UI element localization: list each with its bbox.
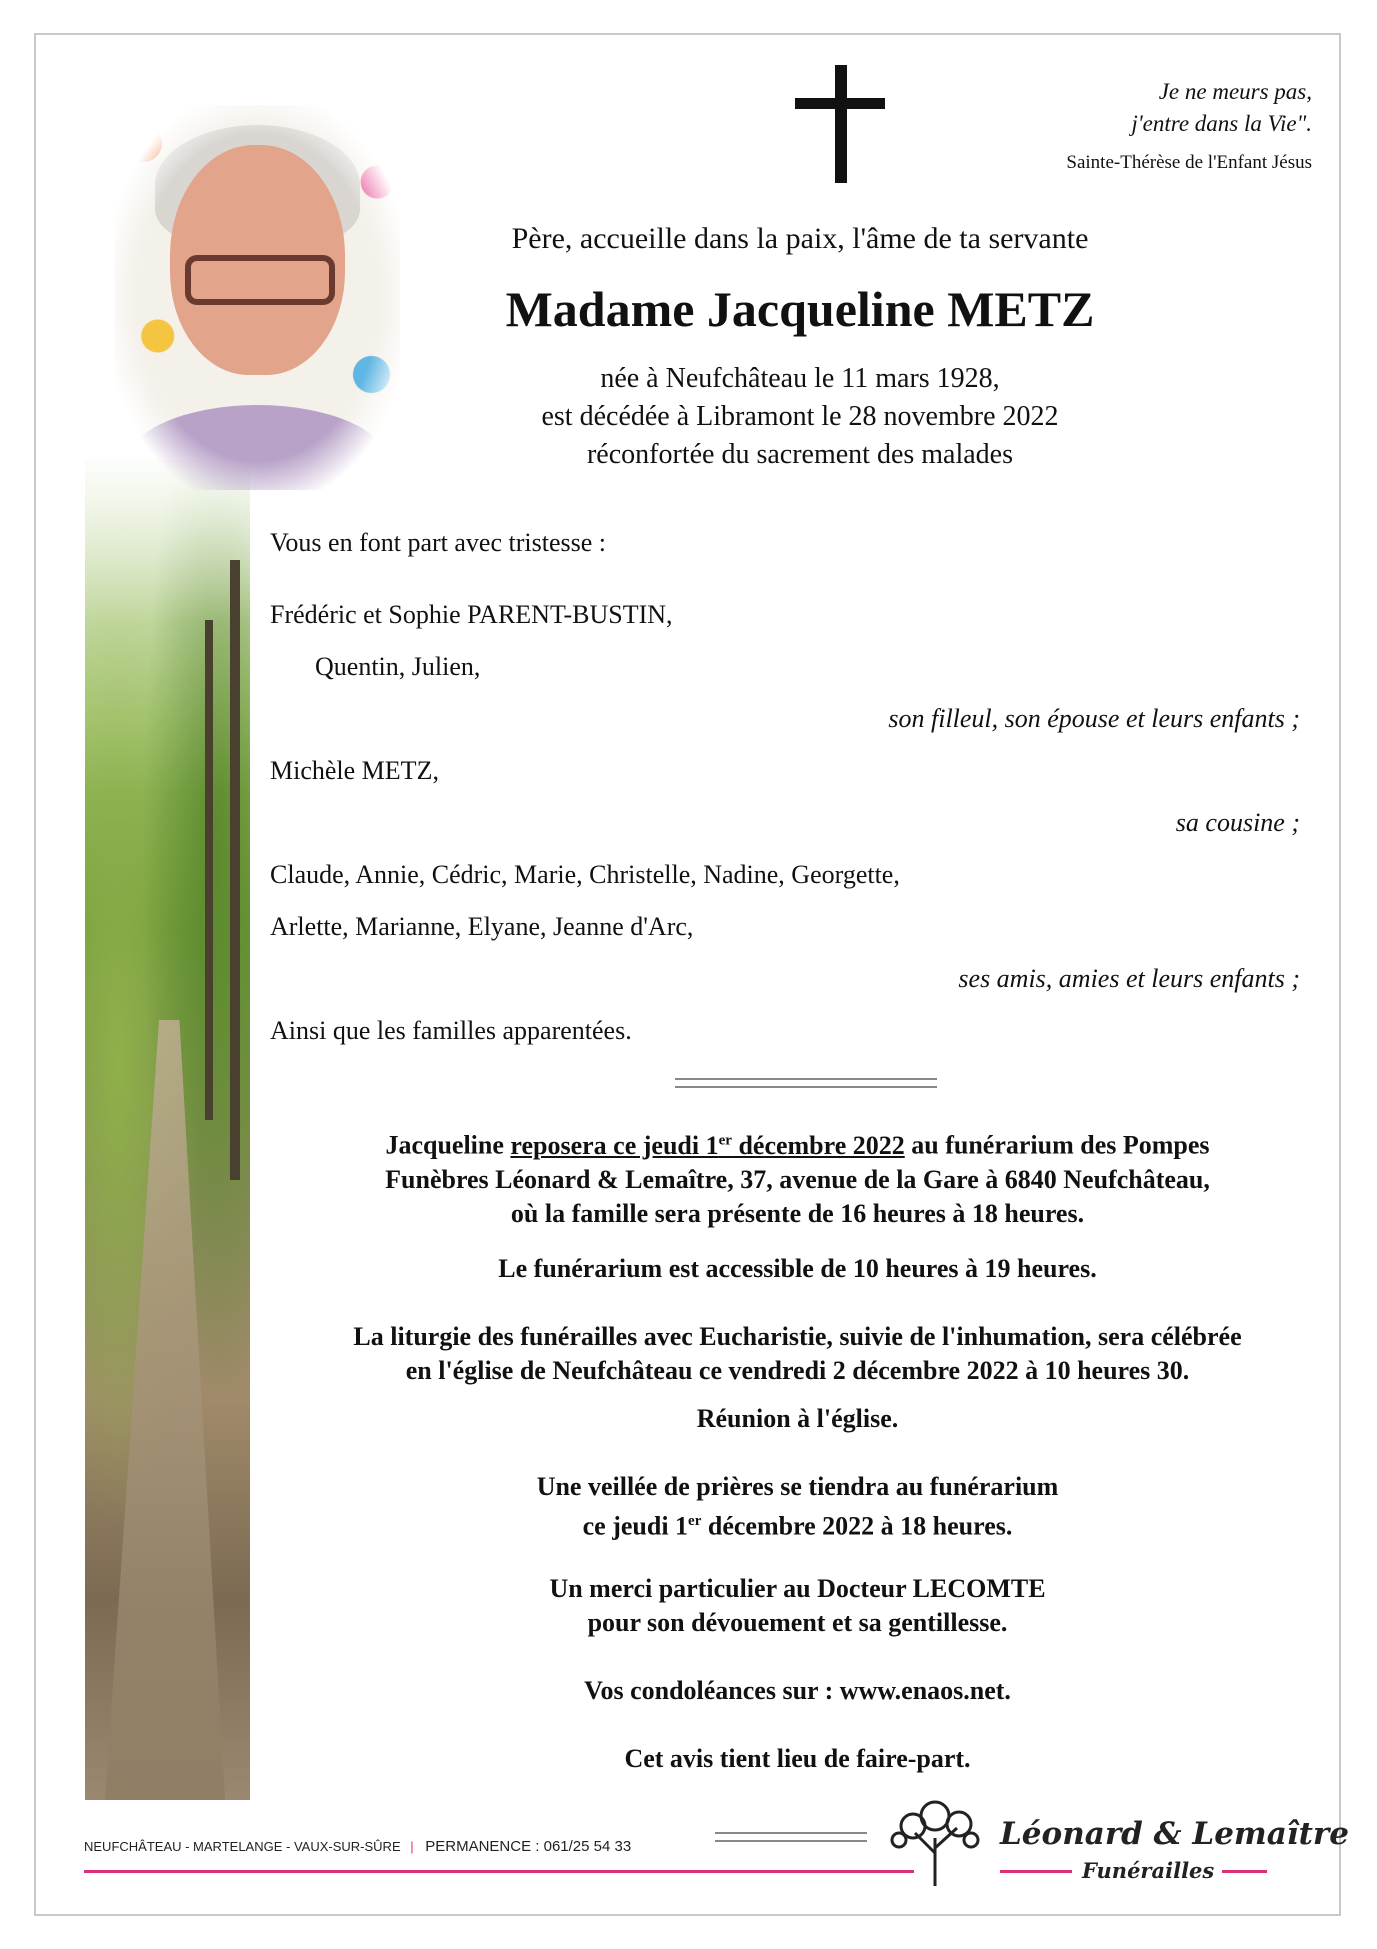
divider bbox=[675, 1078, 937, 1088]
family-line: Claude, Annie, Cédric, Marie, Christelle, Nadine, Georgette, bbox=[270, 860, 900, 889]
funerarium-hours: Le funérarium est accessible de 10 heures à 19 heures. bbox=[498, 1254, 1097, 1283]
tree-logo-icon bbox=[885, 1798, 985, 1888]
quote-source: Sainte-Thérèse de l'Enfant Jésus bbox=[1066, 152, 1312, 173]
footer-permanence: PERMANENCE : 061/25 54 33 bbox=[425, 1838, 632, 1855]
death-line: est décédée à Libramont le 28 novembre 2022 bbox=[541, 401, 1059, 432]
thanks-info: Un merci particulier au Docteur LECOMTE pour son dévouement et sa gentillesse. bbox=[549, 1574, 1046, 1637]
footer-contact bbox=[84, 1838, 631, 1855]
brand-name: Léonard & Lemaître bbox=[1000, 1816, 1349, 1852]
deceased-name: Madame Jacqueline METZ bbox=[505, 281, 1095, 337]
family-relation: son filleul, son épouse et leurs enfants ; bbox=[888, 704, 1300, 733]
family-line: Ainsi que les familles apparentées. bbox=[270, 1016, 632, 1045]
footer-divider bbox=[715, 1832, 867, 1842]
family-relation: ses amis, amies et leurs enfants ; bbox=[958, 964, 1300, 993]
epigraph-quote bbox=[1131, 76, 1312, 140]
family-line: Quentin, Julien, bbox=[315, 652, 481, 681]
footer-locations: NEUFCHÂTEAU - MARTELANGE - VAUX-SUR-SÛRE bbox=[84, 1839, 401, 1854]
condolences-info: Vos condoléances sur : www.enaos.net. bbox=[584, 1676, 1011, 1705]
family-relation: sa cousine ; bbox=[1175, 808, 1300, 837]
brand-subtitle: Funérailles bbox=[1082, 1858, 1215, 1883]
meeting-place: Réunion à l'église. bbox=[696, 1404, 899, 1433]
family-opening: Vous en font part avec tristesse : bbox=[270, 528, 606, 557]
visitation-info: Jacqueline reposera ce jeudi 1er décembre 2022 au funérarium des Pompes Funèbres Léonard & Lemaître, 37, avenue de la Gare à 6840 Neufchâteau, où la famille sera présente de 16 heures à 18 heures. bbox=[385, 1130, 1210, 1228]
birth-line: née à Neufchâteau le 11 mars 1928, bbox=[600, 363, 1000, 394]
quote-line-1: Je ne meurs pas, bbox=[1158, 79, 1312, 104]
forest-path-image bbox=[85, 460, 250, 1800]
quote-line-2: j'entre dans la Vie". bbox=[1131, 111, 1312, 136]
cross-icon bbox=[795, 65, 885, 183]
family-line: Arlette, Marianne, Elyane, Jeanne d'Arc, bbox=[270, 912, 694, 941]
brand-line-right bbox=[1222, 1870, 1267, 1873]
notice-statement: Cet avis tient lieu de faire-part. bbox=[624, 1744, 971, 1773]
footer-line bbox=[84, 1870, 914, 1873]
brand-line-left bbox=[1000, 1870, 1072, 1873]
liturgy-info: La liturgie des funérailles avec Eucharistie, suivie de l'inhumation, sera célébrée en l'église de Neufchâteau ce vendredi 2 décembre 2022 à 10 heures 30. bbox=[353, 1322, 1242, 1385]
portrait-photo bbox=[115, 105, 400, 490]
family-line: Michèle METZ, bbox=[270, 756, 439, 785]
sacrament-line: réconfortée du sacrement des malades bbox=[586, 439, 1013, 470]
bio-block bbox=[420, 360, 1180, 474]
footer-separator: | bbox=[410, 1839, 414, 1854]
family-line: Frédéric et Sophie PARENT-BUSTIN, bbox=[270, 600, 673, 629]
intro-prayer: Père, accueille dans la paix, l'âme de ta servante bbox=[511, 222, 1089, 255]
vigil-info: Une veillée de prières se tiendra au funérarium ce jeudi 1er décembre 2022 à 18 heures. bbox=[536, 1472, 1059, 1541]
